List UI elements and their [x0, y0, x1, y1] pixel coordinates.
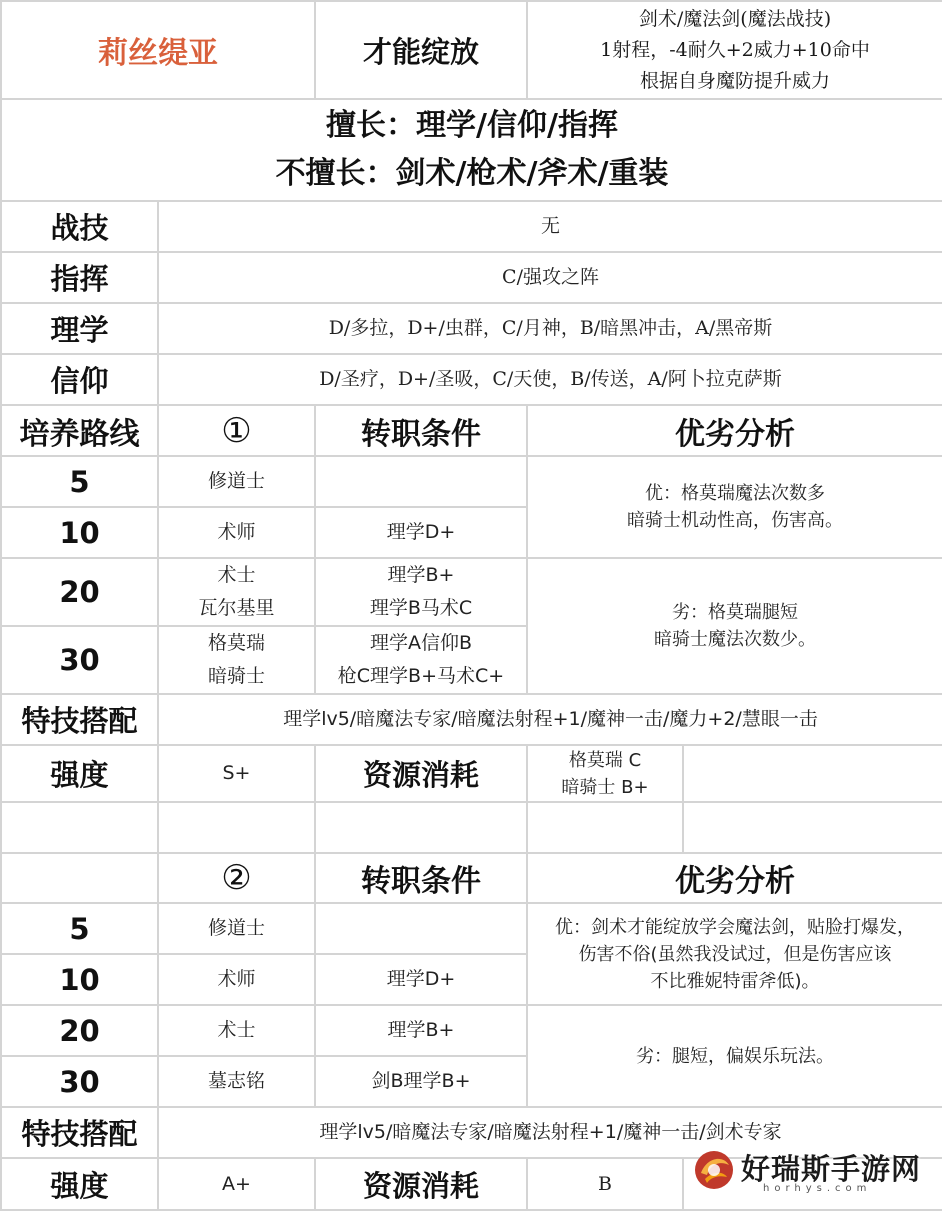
cost-label: 资源消耗: [315, 745, 527, 802]
skill-value: 无: [158, 201, 942, 252]
condition-cell: 剑B理学B+: [315, 1056, 527, 1107]
pros-line: 伤害不俗(虽然我没试过，但是伤害应该: [578, 943, 892, 965]
pros-cell: [527, 903, 942, 1005]
level-cell: 5: [1, 903, 158, 954]
level-cell: 5: [1, 456, 158, 507]
cost-line: 暗骑士 B+: [561, 776, 649, 798]
route-index: ②: [158, 853, 315, 903]
skill-label: 指挥: [1, 252, 158, 303]
watermark-title: 好瑞斯手游网: [741, 1152, 922, 1186]
pros-cell: [527, 456, 942, 558]
class-cell: 术师: [158, 954, 315, 1005]
pros-line: 不比雅妮特雷斧低)。: [650, 970, 820, 992]
talent-label-cell: [315, 1, 527, 99]
level-cell: 20: [1, 1005, 158, 1056]
specialty-cell: [1, 99, 942, 201]
strength-value: S+: [158, 745, 315, 802]
cons-cell: 劣：腿短，偏娱乐玩法。: [527, 1005, 942, 1107]
class-line: 暗骑士: [207, 665, 265, 687]
class-line: 格莫瑞: [207, 632, 265, 654]
condition-cell: [315, 626, 527, 694]
pros-line: 优：格莫瑞魔法次数多: [645, 483, 825, 504]
skill-label: 信仰: [1, 354, 158, 405]
level-cell: 30: [1, 1056, 158, 1107]
cons-line: 劣：格莫瑞腿短: [672, 602, 798, 623]
level-cell: 20: [1, 558, 158, 626]
condition-line: 理学A信仰B: [369, 632, 473, 654]
empty-cell: [683, 802, 942, 853]
analysis-header: 优劣分析: [527, 853, 942, 903]
cost-line: 格莫瑞 C: [568, 749, 642, 771]
cons-line: 暗骑士魔法次数少。: [654, 629, 816, 650]
skill-label: 理学: [1, 303, 158, 354]
class-cell: 修道士: [158, 903, 315, 954]
abilities-value: 理学lv5/暗魔法专家/暗魔法射程+1/魔神一击/剑术专家: [158, 1107, 942, 1158]
specialty-bad: 不擅长：剑术/枪术/斧术/重装: [275, 156, 669, 191]
talent-desc-line: 根据自身魔防提升威力: [640, 69, 831, 92]
condition-line: 理学B马术C: [369, 597, 473, 619]
condition-cell: 理学D+: [315, 954, 527, 1005]
level-cell: 30: [1, 626, 158, 694]
character-name: 莉丝缇亚: [98, 36, 218, 71]
class-line: 术士: [217, 564, 256, 586]
empty-cell: [683, 1158, 942, 1210]
strength-value: A+: [158, 1158, 315, 1210]
talent-desc-cell: [527, 1, 942, 99]
talent-desc-line: 1射程，-4耐久+2威力+10命中: [600, 38, 870, 61]
strength-label: 强度: [1, 745, 158, 802]
condition-cell: [315, 456, 527, 507]
level-cell: 10: [1, 954, 158, 1005]
pros-line: 优：剑术才能绽放学会魔法剑，贴脸打爆发，: [555, 916, 915, 938]
pros-line: 暗骑士机动性高，伤害高。: [627, 510, 843, 531]
route-heading: 培养路线: [1, 405, 158, 456]
route-index: ①: [158, 405, 315, 456]
condition-cell: 理学B+: [315, 1005, 527, 1056]
condition-cell: [315, 903, 527, 954]
skill-label: 战技: [1, 201, 158, 252]
empty-cell: [158, 802, 315, 853]
cost-label: 资源消耗: [315, 1158, 527, 1210]
cost-value: [527, 745, 683, 802]
empty-cell: [527, 802, 683, 853]
cons-cell: [527, 558, 942, 694]
skill-value: D/多拉，D+/虫群，C/月神，B/暗黑冲击，A/黑帝斯: [158, 303, 942, 354]
class-cell: [158, 558, 315, 626]
condition-line: 理学B+: [387, 564, 455, 586]
condition-header: 转职条件: [315, 853, 527, 903]
empty-cell: [1, 853, 158, 903]
class-cell: 墓志铭: [158, 1056, 315, 1107]
condition-cell: [315, 558, 527, 626]
abilities-value: 理学lv5/暗魔法专家/暗魔法射程+1/魔神一击/魔力+2/慧眼一击: [158, 694, 942, 745]
specialty-good: 擅长：理学/信仰/指挥: [326, 108, 618, 143]
character-name-cell: [1, 1, 315, 99]
condition-cell: 理学D+: [315, 507, 527, 558]
watermark-sub: horhys.com: [763, 1183, 872, 1194]
empty-cell: [1, 802, 158, 853]
talent-label: 才能绽放: [362, 34, 479, 69]
abilities-label: 特技搭配: [1, 1107, 158, 1158]
talent-desc-line: 剑术/魔法剑(魔法战技): [638, 7, 832, 30]
skill-value: D/圣疗，D+/圣吸，C/天使，B/传送，A/阿卜拉克萨斯: [158, 354, 942, 405]
class-line: 瓦尔基里: [198, 597, 275, 619]
empty-cell: [315, 802, 527, 853]
abilities-label: 特技搭配: [1, 694, 158, 745]
strength-label: 强度: [1, 1158, 158, 1210]
empty-cell: [683, 745, 942, 802]
class-cell: 术师: [158, 507, 315, 558]
condition-header: 转职条件: [315, 405, 527, 456]
class-cell: [158, 626, 315, 694]
cost-value: B: [527, 1158, 683, 1210]
class-cell: 术士: [158, 1005, 315, 1056]
level-cell: 10: [1, 507, 158, 558]
skill-value: C/强攻之阵: [158, 252, 942, 303]
class-cell: 修道士: [158, 456, 315, 507]
condition-line: 枪C理学B+马术C+: [337, 665, 505, 687]
analysis-header: 优劣分析: [527, 405, 942, 456]
